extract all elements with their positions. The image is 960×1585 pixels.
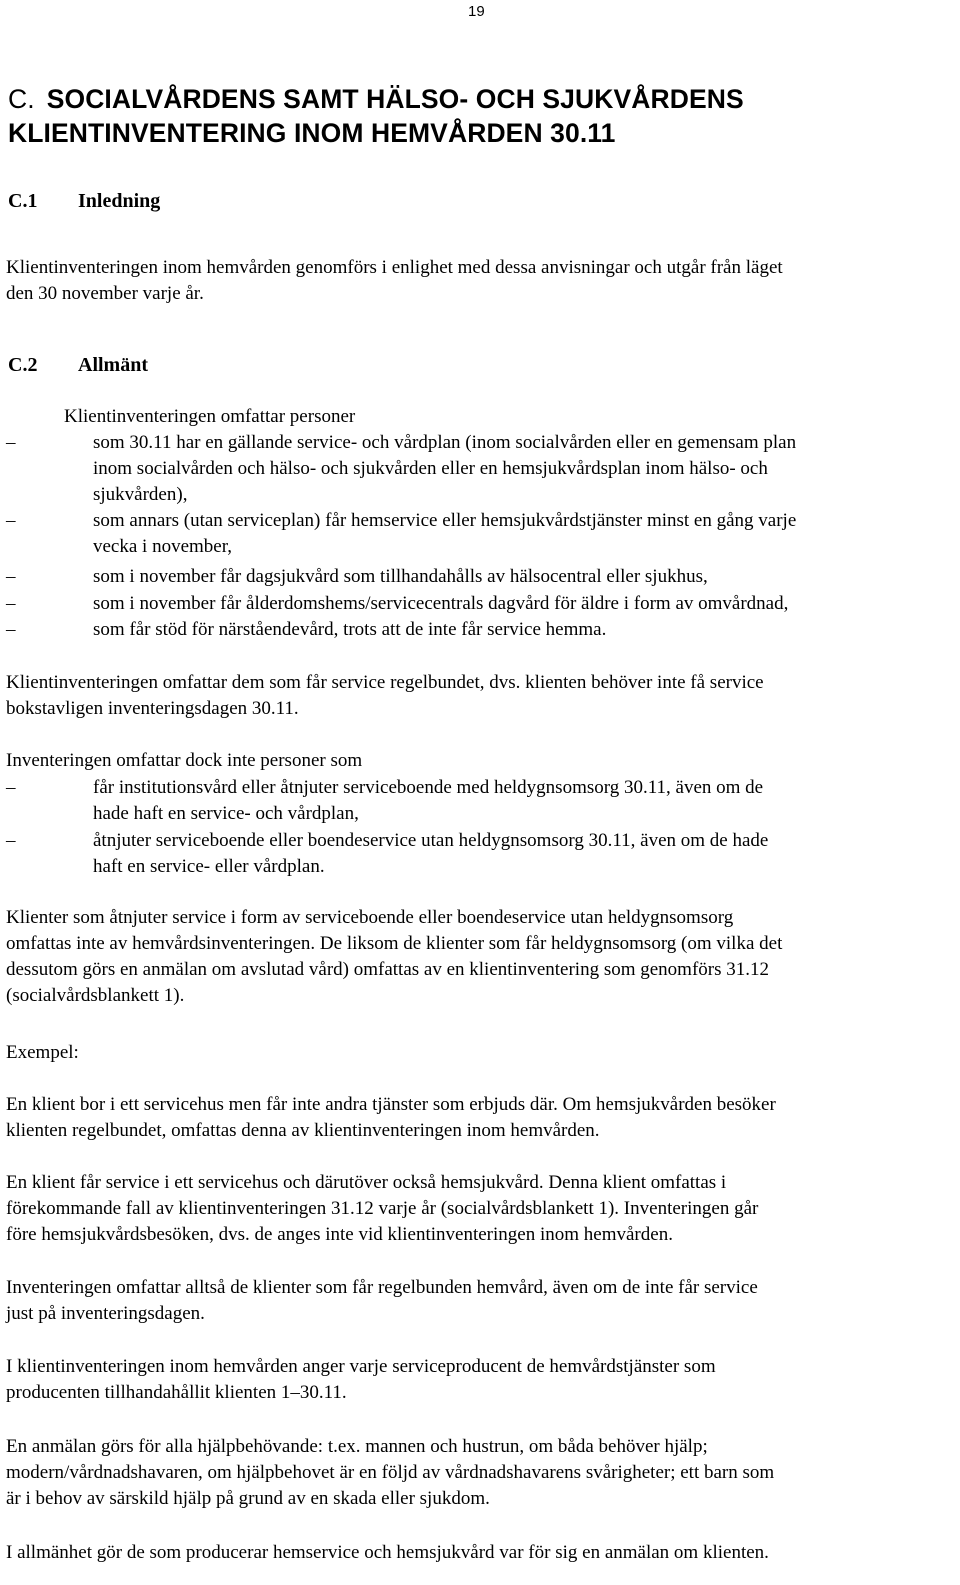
text-line: producenten tillhandahållit klienten 1–30.11. — [6, 1382, 347, 1403]
text-line: förekommande fall av klientinventeringen 31.12 varje år (socialvårdsblankett 1). Inventeringen går — [6, 1198, 759, 1219]
text-line: den 30 november varje år. — [6, 283, 204, 304]
text-line: sjukvården), — [93, 484, 188, 505]
text-line: som annars (utan serviceplan) får hemservice eller hemsjukvårdstjänster minst en gång varje — [93, 510, 797, 531]
text-line: vecka i november, — [93, 536, 233, 557]
text-line: inom socialvården och hälso- och sjukvården eller en hemsjukvårdsplan inom hälso- och — [93, 458, 768, 479]
main-heading — [8, 82, 744, 150]
text-line: Klientinventeringen inom hemvården genomförs i enlighet med dessa anvisningar och utgår från läget — [6, 257, 783, 278]
text-line: haft en service- eller vårdplan. — [93, 856, 325, 877]
example-paragraph-2 — [6, 1170, 951, 1248]
list-item-text — [93, 508, 953, 560]
paragraph-regular-service — [6, 670, 951, 722]
paragraph-last: I allmänhet gör de som producerar hemservice och hemsjukvård var för sig en anmälan om klienten. — [6, 1542, 769, 1563]
text-line: modern/vårdnadshavaren, om hjälpbehovet är en följd av vårdnadshavarens svårigheter; ett barn som — [6, 1462, 775, 1483]
exclusion-lead: Inventeringen omfattar dock inte personer som — [6, 750, 363, 771]
list-item-text — [93, 775, 953, 827]
dash-bullet: – — [6, 432, 16, 453]
dash-bullet: – — [6, 510, 16, 531]
dash-bullet: – — [6, 566, 16, 587]
section-number: C.2 — [8, 354, 38, 376]
text-line: som 30.11 har en gällande service- och vårdplan (inom socialvården eller en gemensam plan — [93, 432, 797, 453]
text-line: före hemsjukvårdsbesöken, dvs. de anges inte vid klientinventeringen inom hemvården. — [6, 1224, 673, 1245]
text-line: En klient bor i ett servicehus men får inte andra tjänster som erbjuds där. Om hemsjukvården besöker — [6, 1094, 776, 1115]
dash-bullet: – — [6, 830, 16, 851]
main-heading-line-2: KLIENTINVENTERING INOM HEMVÅRDEN 30.11 — [8, 118, 616, 148]
text-line: åtnjuter serviceboende eller boendeservice utan heldygnsomsorg 30.11, även om de hade — [93, 830, 769, 851]
text-line: (socialvårdsblankett 1). — [6, 985, 185, 1006]
text-line: En klient får service i ett servicehus och därutöver också hemsjukvård. Denna klient omfattas i — [6, 1172, 727, 1193]
paragraph-producer — [6, 1354, 951, 1406]
text-line: är i behov av särskild hjälp på grund av en skada eller sjukdom. — [6, 1488, 490, 1509]
text-line: Inventeringen omfattar alltså de klienter som får regelbunden hemvård, även om de inte får service — [6, 1277, 758, 1298]
example-paragraph-1 — [6, 1092, 951, 1144]
page-number: 19 — [468, 3, 485, 20]
paragraph-report — [6, 1434, 951, 1512]
text-line: omfattas inte av hemvårdsinventeringen. De liksom de klienter som får heldygnsomsorg (om vilka det — [6, 933, 783, 954]
main-heading-line-1 — [8, 82, 744, 116]
paragraph-thus — [6, 1275, 951, 1327]
list-item-text: som i november får ålderdomshems/servicecentrals dagvård för äldre i form av omvårdnad, — [93, 593, 789, 614]
paragraph-clients — [6, 905, 951, 1009]
example-label: Exempel: — [6, 1042, 79, 1063]
text-line: dessutom görs en anmälan om avslutad vård) omfattas av en klientinventering som genomförs 31.12 — [6, 959, 769, 980]
heading-text-1: SOCIALVÅRDENS SAMT HÄLSO- OCH SJUKVÅRDENS — [46, 84, 744, 114]
section-number: C.1 — [8, 190, 38, 212]
text-line: Klienter som åtnjuter service i form av serviceboende eller boendeservice utan heldygnsomsorg — [6, 907, 734, 928]
text-line: hade haft en service- och vårdplan, — [93, 803, 359, 824]
list-item-text: som får stöd för närståendevård, trots att de inte får service hemma. — [93, 619, 607, 640]
section-heading-allmant — [8, 352, 148, 378]
scope-lead: Klientinventeringen omfattar personer — [64, 406, 356, 427]
dash-bullet: – — [6, 593, 16, 614]
text-line: klienten regelbundet, omfattas denna av klientinventeringen inom hemvården. — [6, 1120, 600, 1141]
text-line: bokstavligen inventeringsdagen 30.11. — [6, 698, 299, 719]
text-line: I klientinventeringen inom hemvården anger varje serviceproducent de hemvårdstjänster som — [6, 1356, 716, 1377]
list-item-text — [93, 430, 953, 508]
dash-bullet: – — [6, 777, 16, 798]
text-line: En anmälan görs för alla hjälpbehövande: t.ex. mannen och hustrun, om båda behöver hjälp; — [6, 1436, 708, 1457]
dash-bullet: – — [6, 619, 16, 640]
section-title: Inledning — [78, 190, 161, 212]
list-item-text — [93, 828, 953, 880]
text-line: får institutionsvård eller åtnjuter serviceboende med heldygnsomsorg 30.11, även om de — [93, 777, 764, 798]
intro-paragraph — [6, 255, 951, 307]
list-item-text: som i november får dagsjukvård som tillhandahålls av hälsocentral eller sjukhus, — [93, 566, 708, 587]
section-heading-inledning — [8, 188, 160, 214]
heading-number: C. — [8, 84, 35, 114]
text-line: just på inventeringsdagen. — [6, 1303, 205, 1324]
section-title: Allmänt — [78, 354, 148, 376]
text-line: Klientinventeringen omfattar dem som får service regelbundet, dvs. klienten behöver inte få service — [6, 672, 764, 693]
